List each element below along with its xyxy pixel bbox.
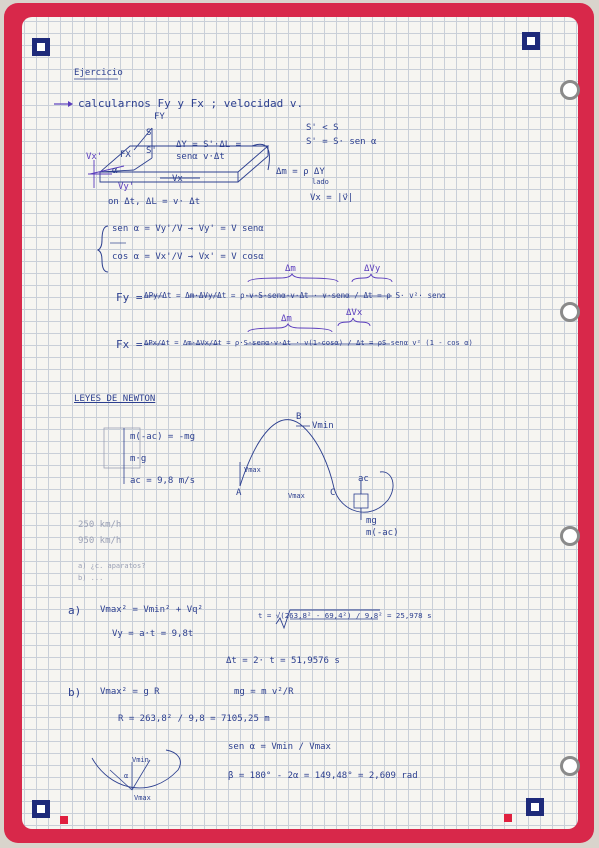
vx-modulus: Vx = |v⃗| [310,193,354,203]
dt-equation: Δt = 2· t = 51,9576 s [226,656,340,666]
ac-label: ac [358,474,369,484]
vmax-label-a: Vmax [244,466,261,474]
on-dt-line: on Δt, ΔL = v· Δt [108,197,201,207]
part-b-equation: Vmax² = g R [100,687,160,697]
note-b: b) ... [78,574,104,582]
sin-alpha-equation: sen α = Vmin / Vmax [228,742,331,752]
t-equation: t = √(263,8² - 69,4²) / 9,8² = 25,978 s [258,611,432,620]
fy-brace-dvy: ΔVy [364,264,381,274]
arc-alpha-label: α [124,772,129,780]
point-a-label: A [236,488,242,498]
fx-brace-dvx: ΔVx [346,308,363,318]
vy-prime-label: Vy' [118,182,135,192]
delta-m-eq: Δm = ρ ΔY [276,167,325,177]
newton-force-eq: m(-ac) = -mg [130,432,196,442]
intro-line: calcularnos Fy y Fx ; velocidad v. [78,97,304,110]
fy-vector-label: FY [154,112,165,122]
cos-relation: cos α = Vx'/V → Vx' = V cosα [112,252,264,262]
point-b-label: B [296,412,302,422]
newton-ac: ac = 9,8 m/s [130,476,196,486]
mg-label: mg [366,516,377,526]
s-label: S [146,128,152,138]
delta-y-line2: senα v·Δt [176,152,225,162]
mg-equation: mg = m v²/R [234,687,294,697]
point-c-label: C [330,488,336,498]
s-relation-2: S' = S· sen α [306,137,377,147]
part-b-label: b) [68,686,82,699]
part-a-label: a) [68,604,82,617]
m-ac-label: m(-ac) [366,528,399,538]
delta-m-sub: lado [312,178,329,186]
fy-label: Fy = [116,291,143,304]
trajectory-curve [240,420,393,513]
vx-prime-label: Vx' [86,152,103,162]
note-a: a) ¿c. aparatos? [78,562,146,570]
radius-equation: R = 263,8² / 9,8 = 7105,25 m [118,714,270,724]
fy-equation: ΔPy/Δt = Δm·ΔVy/Δt = ρ·v·S·senα·v·Δt · v·senα / Δt = ρ S· v²· senα [144,291,446,300]
arc-vmax-label: Vmax [134,794,151,802]
fx-equation: ΔPx/Δt = Δm·ΔVx/Δt = ρ·S·senα·v·Δt · v(1-cosα) / Δt = ρS senα v² (1 - cos α) [144,338,473,347]
vmax-label-c: Vmax [288,492,305,500]
beta-equation: β = 180° - 2α = 149,48° = 2,609 rad [228,771,418,781]
fy-brace-dm: Δm [285,264,296,274]
exercise-title: Ejercicio [74,68,123,78]
delta-y-line1: ΔY = S'·ΔL = [176,140,242,150]
part-a-equation: Vmax² = Vmin² + Vq² [100,605,203,615]
fx-vector-label: FX [120,150,131,160]
vmin-label: Vmin [312,421,334,431]
section-heading-newton: LEYES DE NEWTON [74,394,156,404]
fx-label: Fx = [116,338,143,351]
newton-mg: m·g [130,454,147,464]
sin-relation: sen α = Vy'/V → Vy' = V senα [112,224,264,234]
s-prime-label: S' [146,146,157,156]
s-relation-1: S' < S [306,123,339,133]
vy-equation: Vy = a·t = 9,8t [112,629,194,639]
alpha-label: α [112,166,118,176]
fx-brace-dm: Δm [281,314,292,324]
arc-vmin-label: Vmin [132,756,149,764]
speed-2: 950 km/h [78,536,122,546]
vx-label: Vx [172,174,183,184]
speed-1: 250 km/h [78,520,122,530]
